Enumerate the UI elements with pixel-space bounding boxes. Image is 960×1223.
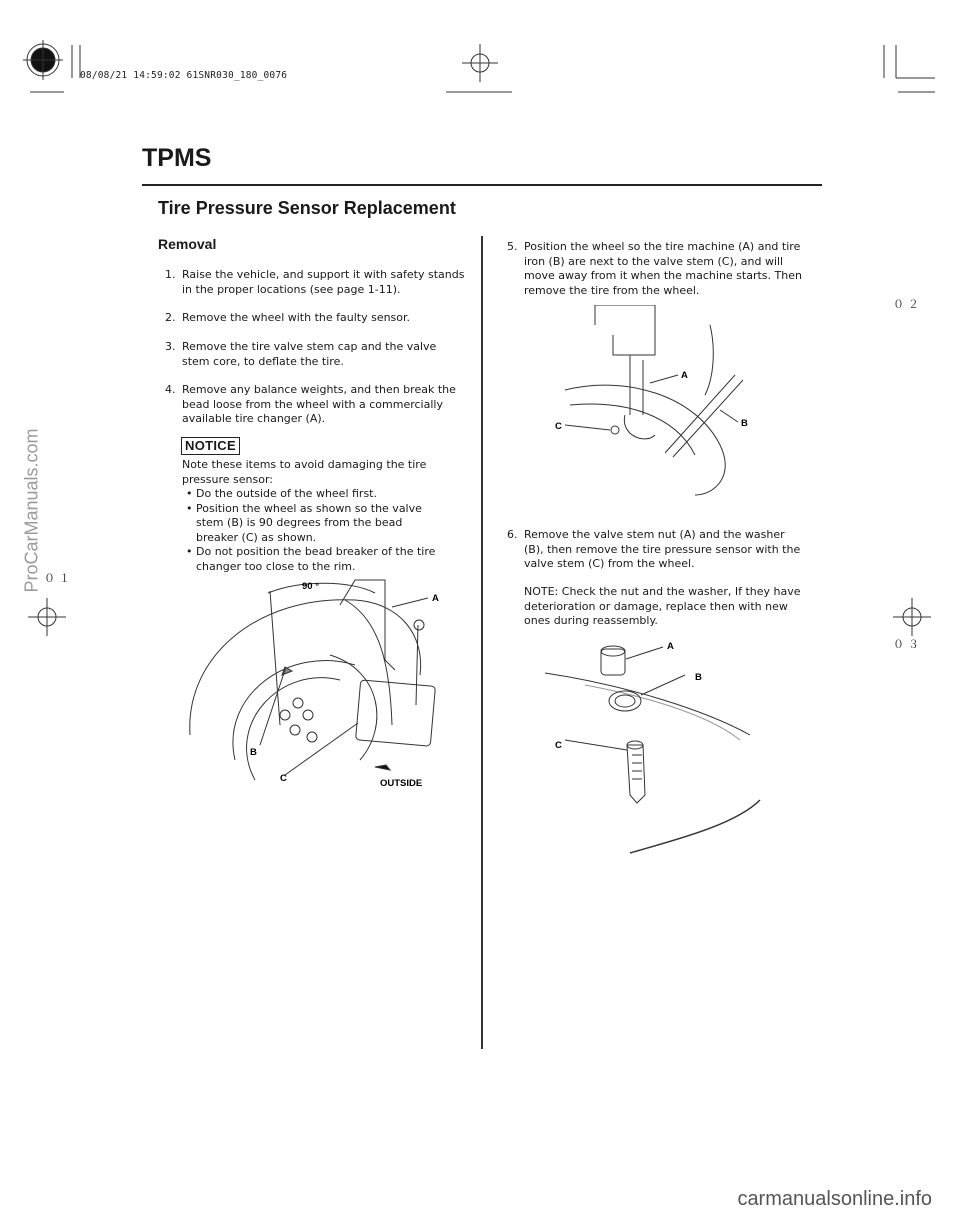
notice-bullet: • Position the wheel as shown so the valve stem (B) is 90 degrees from the bead breaker (C) as shown. (186, 501, 422, 544)
figure-label-b: B (695, 672, 702, 683)
step-number: 1. (165, 268, 176, 281)
valve-stem-figure (545, 635, 765, 860)
figure-label-a: A (667, 641, 674, 652)
step-text: Position the wheel so the tire machine (A) and tire iron (B) are next to the valve stem (C), and will move away from it when the machine starts. Then remove the tire from the wheel. (524, 240, 802, 297)
page-title: TPMS (142, 144, 212, 172)
step-5 (507, 240, 807, 298)
outside-label: OUTSIDE (380, 778, 423, 789)
removal-heading: Removal (158, 236, 217, 252)
notice-body (182, 458, 442, 574)
tire-machine-figure (545, 305, 755, 505)
print-timestamp: 08/08/21 14:59:02 61SNR030_180_0076 (80, 70, 288, 81)
step-3 (165, 340, 465, 369)
note-text: NOTE: Check the nut and the washer, If they have deterioration or damage, replace then with new ones during reassembly. (524, 585, 801, 627)
figure-label-c: C (280, 773, 287, 784)
step-text: Raise the vehicle, and support it with safety stands in the proper locations (see page 1-11). (182, 268, 465, 296)
footer-watermark: carmanualsonline.info (737, 1188, 932, 1210)
step-4 (165, 383, 465, 427)
side-code-03: ０３ (893, 638, 923, 651)
reassembly-note (524, 585, 814, 629)
section-title: Tire Pressure Sensor Replacement (158, 198, 456, 218)
figure-label-a: A (681, 370, 688, 381)
step-number: 6. (507, 528, 518, 541)
step-number: 5. (507, 240, 518, 253)
step-text: Remove any balance weights, and then break the bead loose from the wheel with a commercially available tire changer (A). (182, 383, 456, 425)
step-number: 3. (165, 340, 176, 353)
side-code-01: ０１ (44, 572, 74, 585)
figure-label-c: C (555, 421, 562, 432)
title-divider (142, 184, 822, 186)
step-number: 2. (165, 311, 176, 324)
figure-label-a: A (432, 593, 439, 604)
column-divider (481, 236, 483, 1049)
step-text: Remove the wheel with the faulty sensor. (182, 311, 411, 324)
figure-label-c: C (555, 740, 562, 751)
notice-intro: Note these items to avoid damaging the tire pressure sensor: (182, 458, 427, 486)
side-watermark: ProCarManuals.com (21, 428, 42, 593)
bead-breaker-figure (180, 575, 460, 790)
notice-bullet: • Do not position the bead breaker of the tire changer too close to the rim. (186, 545, 436, 573)
side-code-02: ０２ (893, 298, 923, 311)
angle-label: 90 ° (302, 581, 320, 592)
step-1 (165, 268, 465, 297)
figure-label-b: B (250, 747, 257, 758)
step-2 (165, 311, 465, 326)
step-number: 4. (165, 383, 176, 396)
notice-bullet: • Do the outside of the wheel first. (186, 487, 377, 500)
step-6 (507, 528, 807, 572)
step-text: Remove the tire valve stem cap and the valve stem core, to deflate the tire. (182, 340, 437, 368)
figure-label-b: B (741, 418, 748, 429)
notice-badge: NOTICE (181, 437, 240, 455)
step-text: Remove the valve stem nut (A) and the washer (B), then remove the tire pressure sensor with the valve stem (C) from the wheel. (524, 528, 801, 570)
